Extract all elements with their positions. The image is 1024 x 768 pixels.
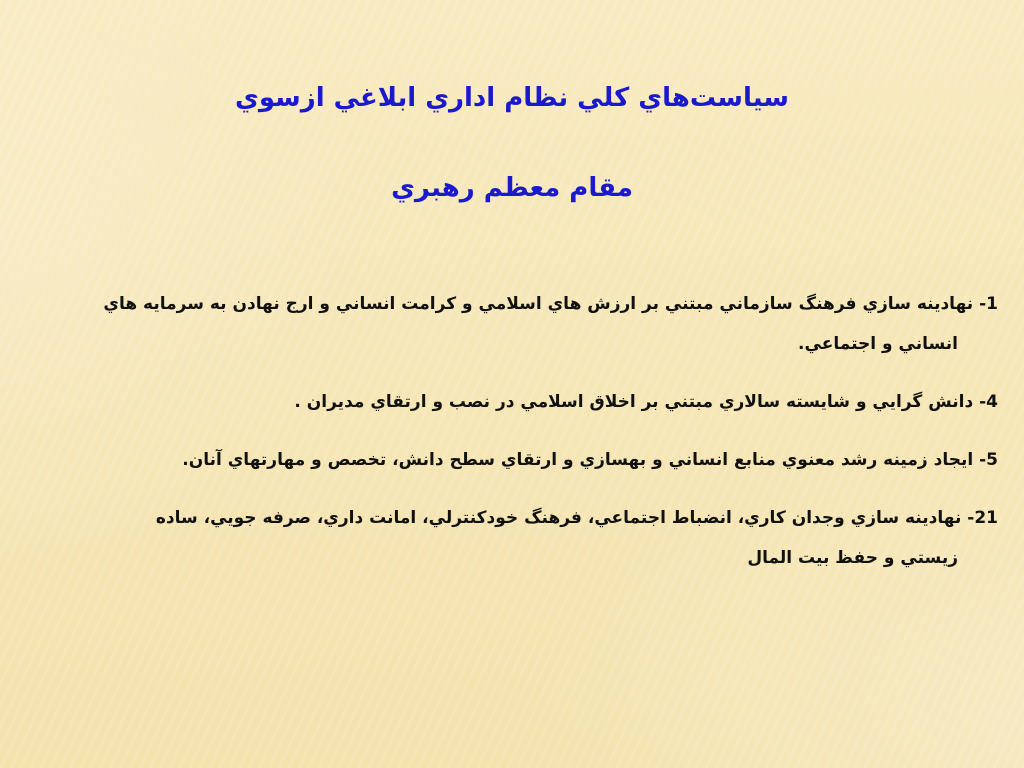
- slide-title: سياست‌هاي كلي نظام اداري ابلاغي ازسوي: [235, 83, 789, 113]
- policy-item-5: [26, 440, 998, 480]
- slide-subtitle: مقام معظم رهبري: [391, 173, 633, 203]
- policy-item-21-line-2: زيستي و حفظ بيت المال: [747, 548, 958, 568]
- policy-item-1-line-1: 1- نهادينه سازي فرهنگ سازماني مبتني بر ارزش هاي اسلامي و كرامت انساني و ارج نهادن به سرمايه هاي: [103, 294, 998, 314]
- policy-list: [26, 284, 998, 578]
- policy-item-21: [26, 498, 998, 578]
- policy-item-1-line-2: انساني و اجتماعي.: [798, 334, 958, 354]
- policy-item-4: [26, 382, 998, 422]
- policy-item-5-line-1: 5- ايجاد زمينه رشد معنوي منابع انساني و بهسازي و ارتقاي سطح دانش، تخصص و مهارتهاي آنان.: [182, 450, 998, 470]
- policy-item-4-line-1: 4- دانش گرايي و شايسته سالاري مبتني بر اخلاق اسلامي در نصب و ارتقاي مديران .: [294, 392, 998, 412]
- policy-item-21-line-1: 21- نهادينه سازي وجدان كاري، انضباط اجتماعي، فرهنگ خودكنترلي، امانت داري، صرفه جويي، ساده: [155, 508, 998, 528]
- policy-item-1: [26, 284, 998, 364]
